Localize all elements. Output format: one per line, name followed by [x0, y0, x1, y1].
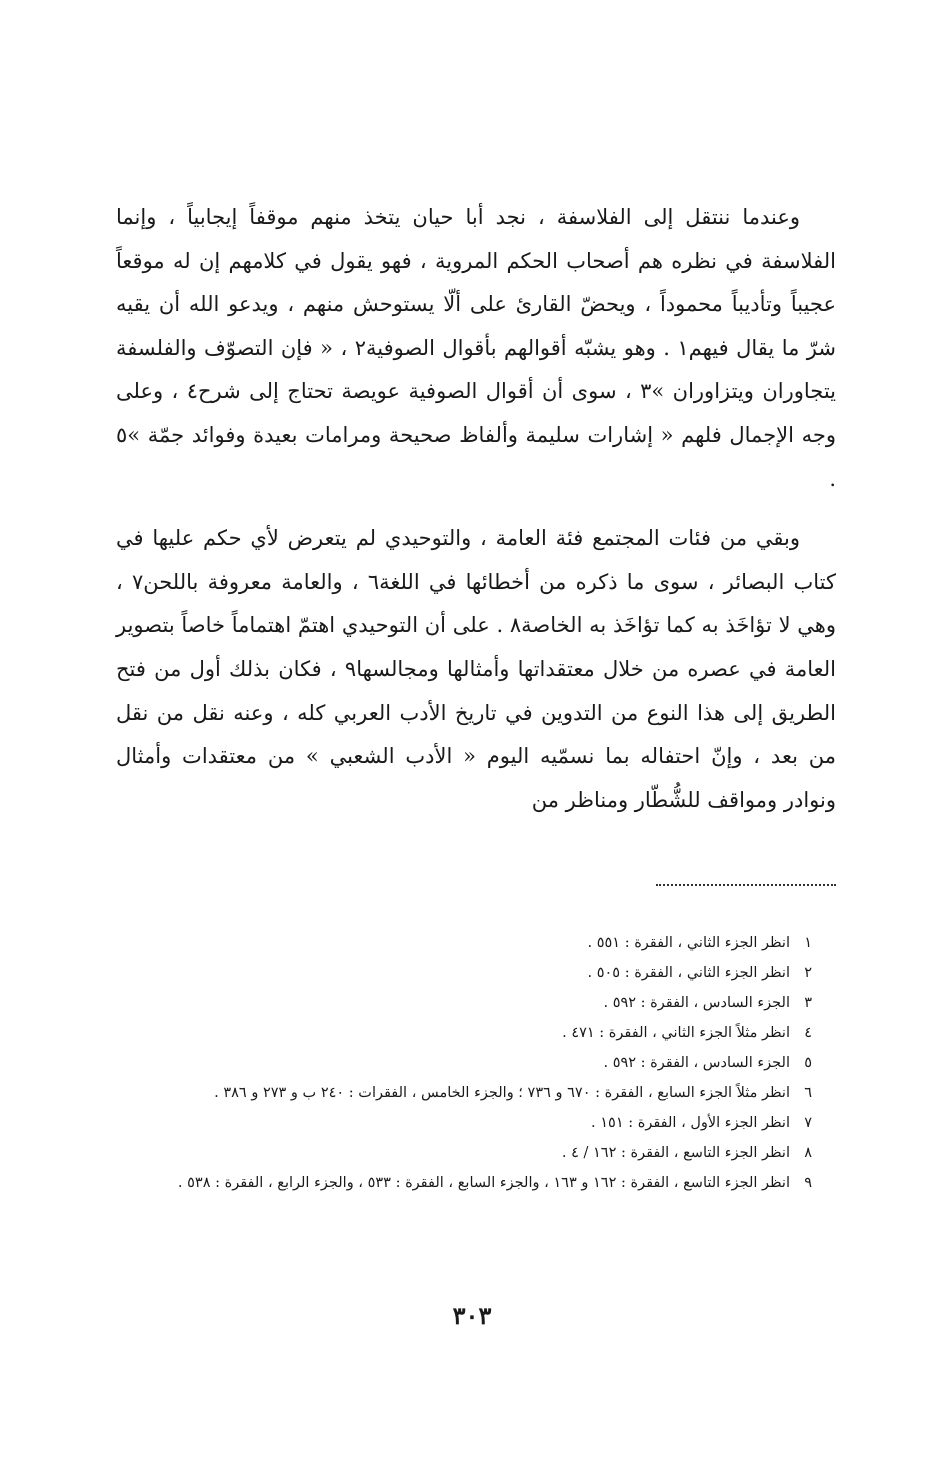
footnote-text: الجزء السادس ، الفقرة : ٥٩٢ . [603, 1055, 790, 1071]
footnote-text: انظر الجزء التاسع ، الفقرة : ١٦٢ و ١٦٣ ، والجزء السابع ، الفقرة : ٥٣٣ ، والجزء الرابع ، الفقرة : ٥٣٨ . [177, 1175, 790, 1191]
paragraph-commoners: وبقي من فئات المجتمع فئة العامة ، والتوحيدي لم يتعرض لأي حكم عليها في كتاب البصائر ، سوى ما ذكره من أخطائها في اللغة٦ ، والعامة معروفة باللحن٧ ، وهي لا تؤاخَذ به كما تؤاخَذ به الخاصة٨ . على أن التوحيدي اهتمّ اهتماماً خاصاً بتصوير العامة في عصره من خلال معتقداتها وأمثالها ومجالسها٩ ، فكان بذلك أول من فتح الطريق إلى هذا النوع من التدوين في تاريخ الأدب العربي كله ، وعنه نقل من نقل من بعد ، وإنّ احتفاله بما نسمّيه اليوم « الأدب الشعبي » من معتقدات وأمثال ونوادر ومواقف للشُّطّار ومناظر من [116, 526, 836, 812]
footnote-item [132, 988, 812, 1018]
footnotes-list [132, 928, 812, 1198]
page-number: ٣٠٣ [452, 1301, 492, 1330]
footnote-number: ٦ [804, 1085, 812, 1101]
footnote-item [132, 1138, 812, 1168]
footnote-item [132, 1078, 812, 1108]
footnote-item [132, 958, 812, 988]
main-text [116, 196, 836, 822]
footnote-text: انظر الجزء الأول ، الفقرة : ١٥١ . [591, 1115, 790, 1131]
footnote-number: ٧ [804, 1115, 812, 1131]
footnote-number: ٩ [804, 1175, 812, 1191]
footnote-number: ٢ [804, 965, 812, 981]
footnote-divider [656, 884, 836, 886]
footnote-text: انظر الجزء الثاني ، الفقرة : ٥٥١ . [587, 935, 790, 951]
footnote-number: ٨ [804, 1145, 812, 1161]
footnote-item [132, 1048, 812, 1078]
footnote-item [132, 928, 812, 958]
paragraph-philosophers: وعندما ننتقل إلى الفلاسفة ، نجد أبا حيان يتخذ منهم موقفاً إيجابياً ، وإنما الفلاسفة في نظره هم أصحاب الحكم المروية ، فهو يقول في كلامهم إن له موقعاً عجيباً وتأديباً محموداً ، ويحضّ القارئ على ألّا يستوحش منهم ، ويدعو الله أن يقيه شرّ ما يقال فيهم١ . وهو يشبّه أقوالهم بأقوال الصوفية٢ ، « فإن التصوّف والفلسفة يتجاوران ويتزاوران »٣ ، سوى أن أقوال الصوفية عويصة تحتاج إلى شرح٤ ، وعلى وجه الإجمال فلهم « إشارات سليمة وألفاظ صحيحة ومرامات بعيدة وفوائد جمّة »٥ . [116, 205, 837, 491]
footnote-number: ٤ [804, 1025, 812, 1041]
footnote-text: انظر مثلاً الجزء السابع ، الفقرة : ٦٧٠ و ٧٣٦ ؛ والجزء الخامس ، الفقرات : ٢٤٠ ب و ٢٧٣ و ٣٨٦ . [214, 1085, 790, 1101]
footnote-number: ٣ [804, 995, 812, 1011]
footnote-number: ٥ [804, 1055, 812, 1071]
footnote-text: الجزء السادس ، الفقرة : ٥٩٢ . [603, 995, 790, 1011]
footnote-number: ١ [804, 935, 812, 951]
footnote-item [132, 1108, 812, 1138]
footnote-text: انظر مثلاً الجزء الثاني ، الفقرة : ٤٧١ . [562, 1025, 790, 1041]
footnote-text: انظر الجزء الثاني ، الفقرة : ٥٠٥ . [587, 965, 790, 981]
footnote-item [132, 1168, 812, 1198]
footnote-text: انظر الجزء التاسع ، الفقرة : ١٦٢ / ٤ . [561, 1145, 790, 1161]
footnote-item [132, 1018, 812, 1048]
